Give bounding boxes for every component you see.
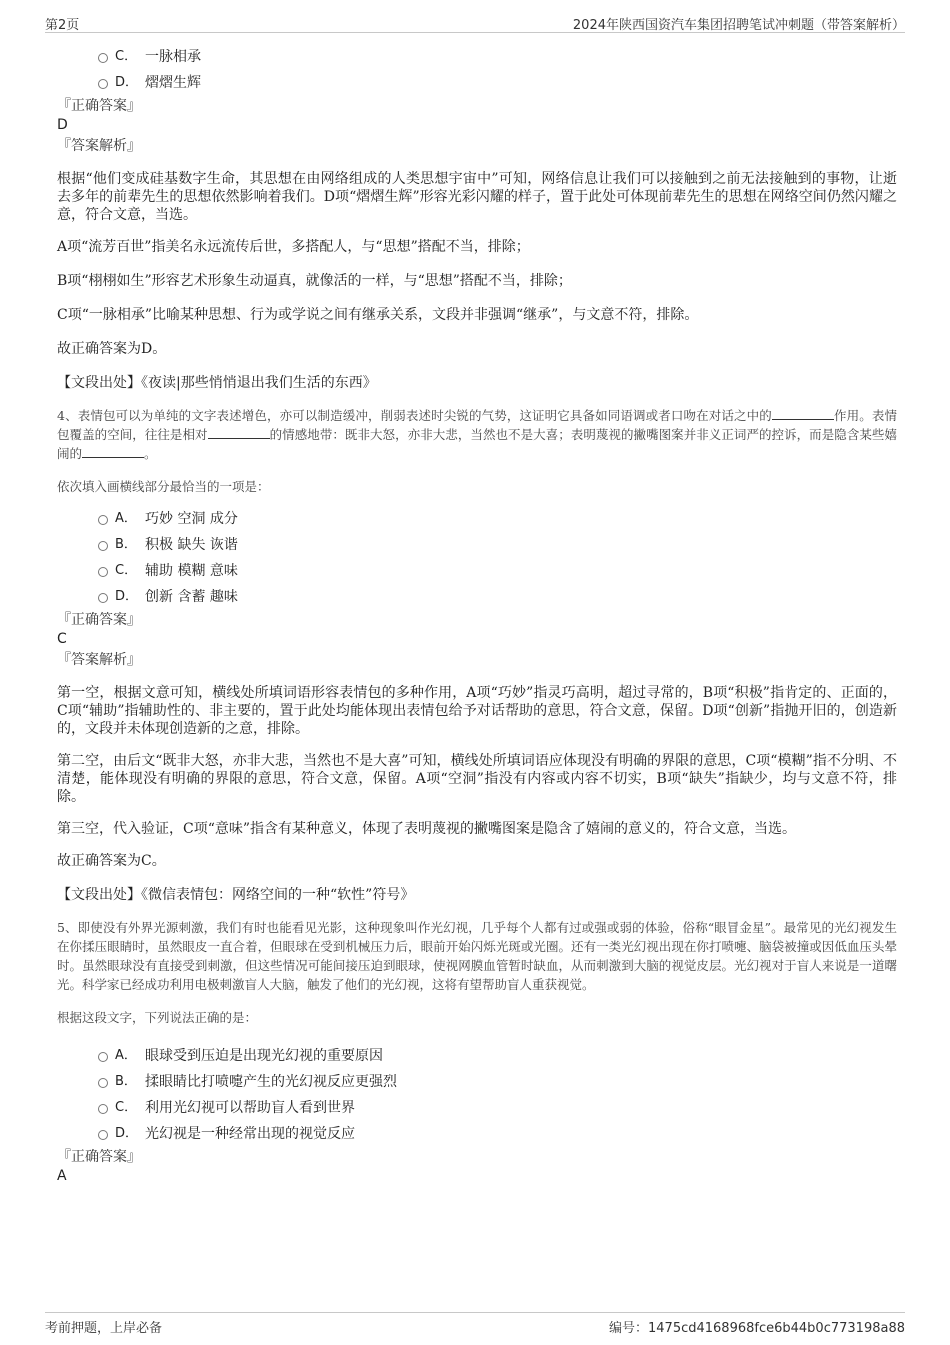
question-stem	[57, 406, 897, 463]
page-footer	[45, 1312, 905, 1337]
radio-icon[interactable]	[98, 1104, 108, 1114]
analysis-label: 『答案解析』	[57, 138, 141, 154]
option-b[interactable]	[57, 1069, 897, 1095]
page-header	[45, 10, 905, 33]
analysis-paragraph: 第二空，由后文“既非大怒，亦非大悲，当然也不是大喜”可知，横线处所填词语应体现没有明确的界限的意思，C项“模糊”指不分明、不清楚，能体现没有明确的界限的意思，符合文意，保留。A项“空洞”指没有内容或内容不切实，B项“缺失”指缺少，均与文意不符，排除。	[57, 753, 897, 805]
option-d[interactable]	[57, 584, 897, 610]
radio-icon[interactable]	[98, 567, 108, 577]
option-text: 熠熠生辉	[145, 75, 201, 91]
option-letter: D．	[115, 1126, 139, 1141]
analysis-label: 『答案解析』	[57, 652, 141, 668]
option-b[interactable]	[57, 532, 897, 558]
source-citation: 【文段出处】《微信表情包：网络空间的一种“软性”符号》	[57, 887, 415, 903]
fill-blank	[208, 427, 270, 439]
option-letter: C．	[115, 563, 138, 578]
radio-icon[interactable]	[98, 541, 108, 551]
question-stem: 5、即使没有外界光源刺激，我们有时也能看见光影，这种现象叫作光幻视，几乎每个人都有过或强或弱的体验，俗称“眼冒金星”。最常见的光幻视发生在你揉压眼睛时，虽然眼皮一直合着，但眼球在受到机械压力后，眼前开始闪烁光斑或光圈。还有一类光幻视出现在你打喷嚏、脑袋被撞或因低血压头晕时。虽然眼球没有直接受到刺激，但这些情况可能间接压迫到眼球，使视网膜血管暂时缺血，从而刺激到大脑的视觉皮层。光幻视对于盲人来说是一道曙光。科学家已经成功利用电极刺激盲人大脑，触发了他们的光幻视，这将有望帮助盲人重获视觉。	[57, 920, 897, 992]
option-text: 辅助 模糊 意味	[145, 563, 238, 579]
analysis-paragraph: B项“栩栩如生”形容艺术形象生动逼真，就像活的一样，与“思想”搭配不当，排除；	[57, 273, 572, 289]
fill-blank	[772, 408, 834, 420]
option-d[interactable]	[57, 1121, 897, 1147]
analysis-paragraph: 故正确答案为D。	[57, 341, 167, 357]
radio-icon[interactable]	[98, 593, 108, 603]
answer-value: C	[57, 631, 67, 647]
analysis-paragraph: 第三空，代入验证，C项“意味”指含有某种意义，体现了表明蔑视的撇嘴图案是隐含了嬉闹的意义的，符合文意，当选。	[57, 821, 797, 837]
option-c[interactable]	[57, 44, 897, 70]
document-id: 编号：1475cd4168968fce6b44b0c773198a88	[609, 1321, 905, 1336]
stem-text: 4、表情包可以为单纯的文字表述增色，亦可以制造缓冲，削弱表述时尖锐的气势，这证明它具备如同语调或者口吻在对话之中的	[57, 408, 772, 423]
analysis-paragraph: A项“流芳百世”指美名永远流传后世，多搭配人，与“思想”搭配不当，排除；	[57, 239, 530, 255]
q4-options	[57, 506, 897, 610]
stem-text: 作用。表情包覆盖的空间，往往是相对	[57, 408, 897, 442]
option-letter: B．	[115, 1074, 137, 1089]
radio-icon[interactable]	[98, 1078, 108, 1088]
answer-value: A	[57, 1168, 67, 1184]
option-letter: A．	[115, 511, 137, 526]
option-letter: D．	[115, 75, 139, 90]
option-letter: C．	[115, 49, 138, 64]
option-d[interactable]	[57, 70, 897, 96]
source-citation: 【文段出处】《夜读|那些悄悄退出我们生活的东西》	[57, 375, 377, 391]
analysis-paragraph: 故正确答案为C。	[57, 853, 166, 869]
option-letter: C．	[115, 1100, 138, 1115]
q3-options	[57, 44, 897, 96]
analysis-paragraph: C项“一脉相承”比喻某种思想、行为或学说之间有继承关系，文段并非强调“继承”，与文意不符，排除。	[57, 307, 699, 323]
option-text: 利用光幻视可以帮助盲人看到世界	[145, 1100, 355, 1116]
option-letter: B．	[115, 537, 137, 552]
stem-text: 。	[144, 446, 157, 461]
option-c[interactable]	[57, 558, 897, 584]
option-text: 巧妙 空洞 成分	[145, 511, 238, 527]
option-text: 积极 缺失 诙谐	[145, 537, 238, 553]
page-number: 第2页	[45, 18, 80, 33]
option-text: 眼球受到压迫是出现光幻视的重要原因	[145, 1048, 383, 1064]
option-letter: D．	[115, 589, 139, 604]
page-content	[57, 44, 897, 1187]
answer-value: D	[57, 117, 68, 133]
option-text: 一脉相承	[145, 49, 201, 65]
analysis-paragraph: 第一空，根据文意可知，横线处所填词语形容表情包的多种作用，A项“巧妙”指灵巧高明，超过寻常的，B项“积极”指肯定的、正面的，C项“辅助”指辅助性的、非主要的，置于此处均能体现出表情包给予对话帮助的意思，符合文意，保留。D项“创新”指抛开旧的，创造新的，文段并未体现创造新的之意，排除。	[57, 685, 897, 737]
fill-blank	[82, 446, 144, 458]
option-text: 光幻视是一种经常出现的视觉反应	[145, 1126, 355, 1142]
stem-text: 的情感地带：既非大怒，亦非大悲，当然也不是大喜；表明蔑视的撇嘴图案并非义正词严的控诉，而是隐含某些嬉闹的	[57, 427, 897, 461]
radio-icon[interactable]	[98, 79, 108, 89]
radio-icon[interactable]	[98, 515, 108, 525]
q5-options	[57, 1043, 897, 1147]
answer-label: 『正确答案』	[57, 98, 141, 114]
answer-label: 『正确答案』	[57, 612, 141, 628]
option-a[interactable]	[57, 1043, 897, 1069]
document-title: 2024年陕西国资汽车集团招聘笔试冲刺题（带答案解析）	[572, 18, 905, 33]
answer-label: 『正确答案』	[57, 1149, 141, 1165]
option-letter: A．	[115, 1048, 137, 1063]
question-prompt: 依次填入画横线部分最恰当的一项是：	[57, 479, 270, 494]
option-text: 创新 含蓄 趣味	[145, 589, 238, 605]
radio-icon[interactable]	[98, 1052, 108, 1062]
option-c[interactable]	[57, 1095, 897, 1121]
radio-icon[interactable]	[98, 1130, 108, 1140]
option-a[interactable]	[57, 506, 897, 532]
radio-icon[interactable]	[98, 53, 108, 63]
option-text: 揉眼睛比打喷嚏产生的光幻视反应更强烈	[145, 1074, 397, 1090]
footer-slogan: 考前押题，上岸必备	[45, 1321, 163, 1336]
question-prompt: 根据这段文字，下列说法正确的是：	[57, 1010, 258, 1025]
analysis-paragraph: 根据“他们变成硅基数字生命，其思想在由网络组成的人类思想宇宙中”可知，网络信息让我们可以接触到之前无法接触到的事物，让逝去多年的前辈先生的思想依然影响着我们。D项“熠熠生辉”形容光彩闪耀的样子，置于此处可体现前辈先生的思想在网络空间仍然闪耀之意，符合文意，当选。	[57, 171, 897, 223]
